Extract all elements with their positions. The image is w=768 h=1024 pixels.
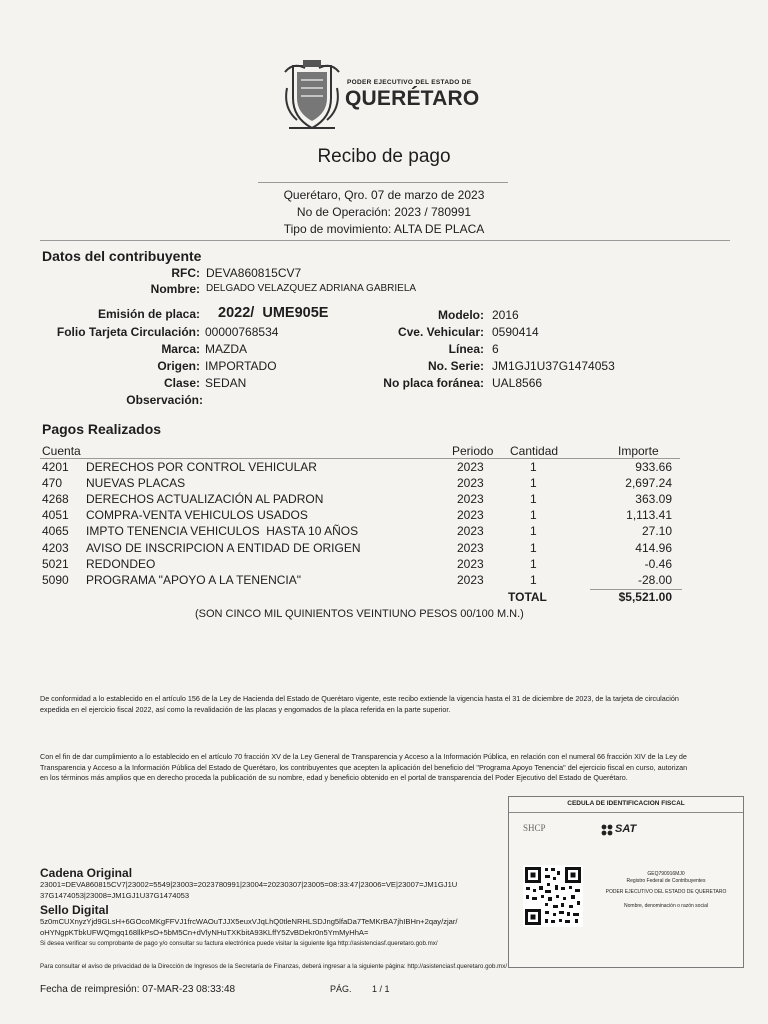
- row-period: 2023: [457, 508, 484, 523]
- row-quantity: 1: [530, 476, 537, 491]
- total-label: TOTAL: [508, 590, 547, 604]
- taxpayer-section-title: Datos del contribuyente: [42, 248, 202, 264]
- place-date: Querétaro, Qro. 07 de marzo de 2023: [283, 188, 485, 202]
- serial-value: JM1GJ1U37G1474053: [492, 359, 615, 373]
- sat-logo-text: SAT: [615, 823, 637, 835]
- cve-value: 0590414: [492, 325, 539, 339]
- row-period: 2023: [457, 572, 484, 587]
- row-period: 2023: [457, 460, 484, 474]
- row-account: 4065: [42, 524, 69, 539]
- row-concept: NUEVAS PLACAS: [86, 476, 186, 491]
- row-concept: COMPRA-VENTA VEHICULOS USADOS: [86, 508, 308, 523]
- tax-id-certificate: [508, 796, 744, 968]
- sat-logo-icon: [601, 823, 613, 835]
- row-account: 4203: [42, 540, 69, 555]
- line-label: Línea:: [448, 342, 484, 356]
- queretaro-coat-of-arms-icon: [283, 58, 341, 132]
- row-concept: REDONDEO: [86, 556, 156, 571]
- row-quantity: 1: [530, 460, 537, 474]
- row-period: 2023: [457, 540, 484, 555]
- issuer-rfc-caption: Registro Federal de Contribuyentes: [626, 878, 706, 884]
- row-account: 470: [42, 476, 63, 491]
- row-amount: 27.10: [641, 524, 672, 539]
- origin-value: IMPORTADO: [205, 359, 277, 373]
- privacy-notice-text: Para consultar el aviso de privacidad de la Dirección de Ingresos de la Secretaría de Finanzas, deberá ingresar a la siguiente página: http://asistenciasf.queretaro.gob.mx/: [40, 963, 508, 970]
- row-quantity: 1: [530, 524, 537, 539]
- line-value: 6: [492, 342, 499, 356]
- row-quantity: 1: [530, 572, 537, 587]
- title-divider: [258, 182, 508, 183]
- row-concept: IMPTO TENENCIA VEHICULOS HASTA 10 AÑOS: [86, 524, 359, 539]
- row-concept: PROGRAMA "APOYO A LA TENENCIA": [86, 572, 302, 587]
- row-account: 4051: [42, 508, 69, 523]
- brand-label: Marca:: [161, 342, 200, 356]
- name-label: Nombre:: [150, 282, 200, 296]
- payments-section-title: Pagos Realizados: [42, 421, 162, 437]
- col-account-header: Cuenta: [42, 444, 81, 458]
- row-amount: -0.46: [644, 556, 672, 571]
- row-concept: DERECHOS ACTUALIZACIÓN AL PADRON: [86, 492, 324, 507]
- reprint-date: Fecha de reimpresión: 07-MAR-23 08:33:48: [40, 984, 236, 995]
- document-title: Recibo de pago: [317, 146, 451, 167]
- row-amount: 1,113.41: [626, 508, 672, 523]
- original-chain-line-2: 37G1474053|23008=JM1GJ1U37G1474053: [40, 891, 190, 900]
- row-amount: 363.09: [635, 492, 672, 507]
- operation-number: No de Operación: 2023 / 780991: [296, 205, 472, 219]
- shcp-logo: SHCP: [523, 823, 546, 833]
- col-qty-header: Cantidad: [510, 444, 559, 458]
- folio-value: 00000768534: [205, 325, 279, 339]
- row-account: 4201: [42, 460, 69, 474]
- issuer-rfc: GEQ790916MJ0: [647, 871, 685, 877]
- total-value: $5,521.00: [618, 590, 672, 604]
- row-period: 2023: [457, 492, 484, 507]
- origin-label: Origen:: [157, 359, 200, 373]
- model-value: 2016: [492, 308, 519, 322]
- row-quantity: 1: [530, 508, 537, 523]
- movement-type: Tipo de movimiento: ALTA DE PLACA: [283, 222, 485, 236]
- row-period: 2023: [457, 476, 484, 491]
- row-period: 2023: [457, 524, 484, 539]
- col-amount-header: Importe: [618, 444, 659, 458]
- qr-code-icon: [523, 865, 583, 927]
- foreign-plate-value: UAL8566: [492, 376, 543, 390]
- original-chain-title: Cadena Original: [40, 866, 133, 880]
- digital-seal-line-2: oHYNgpKTbkUFWQmgq168llkPsO+5bM5Cn+dVlyNHuTXKbitA93KLffY5ZvBDekr0n5YmMyHhA=: [40, 928, 369, 937]
- digital-seal-line-1: 5z0mCUXnyzYjd9GLsH+6GOcoMKgFFVJ1frcWAOuTJJX5euxVJqLhQ0tleNRHLSDJng5lfaDa7TeMKrBA7jhIBHn+2qay/zjar/: [40, 917, 458, 926]
- issuer-name-caption: Nombre, denominación o razón social: [624, 903, 708, 909]
- certificate-title: CEDULA DE IDENTIFICACION FISCAL: [567, 800, 685, 807]
- row-concept: DERECHOS POR CONTROL VEHICULAR: [86, 460, 317, 474]
- table-header-divider: [40, 458, 680, 459]
- page-number: 1 / 1: [372, 984, 390, 994]
- transparency-notice: Con el fin de dar cumplimiento a lo establecido en el artículo 70 fracción XV de la Ley General de Transparencia y Acceso a la Información Pública, en relación con el numeral 66 fracción XIV de la Ley de Transparencia y Acceso a la Información Pública del Estado de Querétaro, los contribuyentes que acepten la aplicación del beneficio del "Programa Apoyo Tenencia" del ejercicio fiscal en curso, autorizan en los términos más amplios que en derecho proceda la publicación de su nombre, edad y beneficio obtenido en el portal de transparencia del Poder Ejecutivo del Estado de Querétaro.: [40, 752, 688, 782]
- original-chain-line-1: 23001=DEVA860815CV7|23002=5549|23003=2023780991|23004=20230307|23005=08:33:47|23006=VE|23007=JM1GJ1U: [40, 880, 458, 889]
- observation-label: Observación:: [126, 393, 203, 407]
- row-amount: -28.00: [637, 572, 672, 587]
- rfc-value: DEVA860815CV7: [206, 266, 302, 280]
- state-name: QUERÉTARO: [345, 87, 480, 110]
- class-value: SEDAN: [205, 376, 247, 390]
- name-value: DELGADO VELAZQUEZ ADRIANA GABRIELA: [206, 283, 417, 294]
- row-account: 5090: [42, 572, 69, 587]
- section-divider: [40, 240, 730, 241]
- foreign-plate-label: No placa foránea:: [383, 376, 484, 390]
- class-label: Clase:: [163, 376, 200, 390]
- cve-label: Cve. Vehicular:: [397, 325, 484, 339]
- page-label: PÁG.: [330, 984, 352, 994]
- rfc-label: RFC:: [171, 266, 200, 280]
- verification-link-text: Si desea verificar su comprobante de pago y/o consultar su factura electrónica puede visitar la siguiente liga http://asistenciasf.queretaro.gob.mx/: [40, 940, 438, 947]
- row-period: 2023: [457, 556, 484, 571]
- model-label: Modelo:: [438, 308, 484, 322]
- total-in-words: (SON CINCO MIL QUINIENTOS VEINTIUNO PESOS 00/100 M.N.): [195, 608, 524, 620]
- col-period-header: Periodo: [452, 444, 494, 458]
- row-amount: 2,697.24: [625, 476, 672, 491]
- government-label: PODER EJECUTIVO DEL ESTADO DE: [347, 79, 472, 86]
- row-account: 4268: [42, 492, 69, 507]
- row-quantity: 1: [530, 540, 537, 555]
- brand-value: MAZDA: [205, 342, 247, 356]
- row-quantity: 1: [530, 492, 537, 507]
- validity-notice: De conformidad a lo establecido en el artículo 156 de la Ley de Hacienda del Estado de Querétaro vigente, este recibo extiende la vigencia hasta el 31 de diciembre de 2023, de la tarjeta de circulación expedida en el ejercicio fiscal 2022, así como la revalidación de las placas y engomados de la placa referida en la parte superior.: [40, 694, 679, 714]
- plate-label: Emisión de placa:: [97, 307, 200, 321]
- row-account: 5021: [42, 556, 69, 571]
- row-quantity: 1: [530, 556, 537, 571]
- row-amount: 933.66: [635, 460, 672, 474]
- folio-label: Folio Tarjeta Circulación:: [56, 325, 200, 339]
- issuer-name: PODER EJECUTIVO DEL ESTADO DE QUERETARO: [605, 889, 727, 895]
- row-concept: AVISO DE INSCRIPCION A ENTIDAD DE ORIGEN: [86, 540, 361, 555]
- row-amount: 414.96: [635, 540, 672, 555]
- serial-label: No. Serie:: [427, 359, 484, 373]
- certificate-divider: [509, 812, 743, 813]
- plate-value: 2022/ UME905E: [218, 305, 329, 321]
- digital-seal-title: Sello Digital: [40, 903, 109, 917]
